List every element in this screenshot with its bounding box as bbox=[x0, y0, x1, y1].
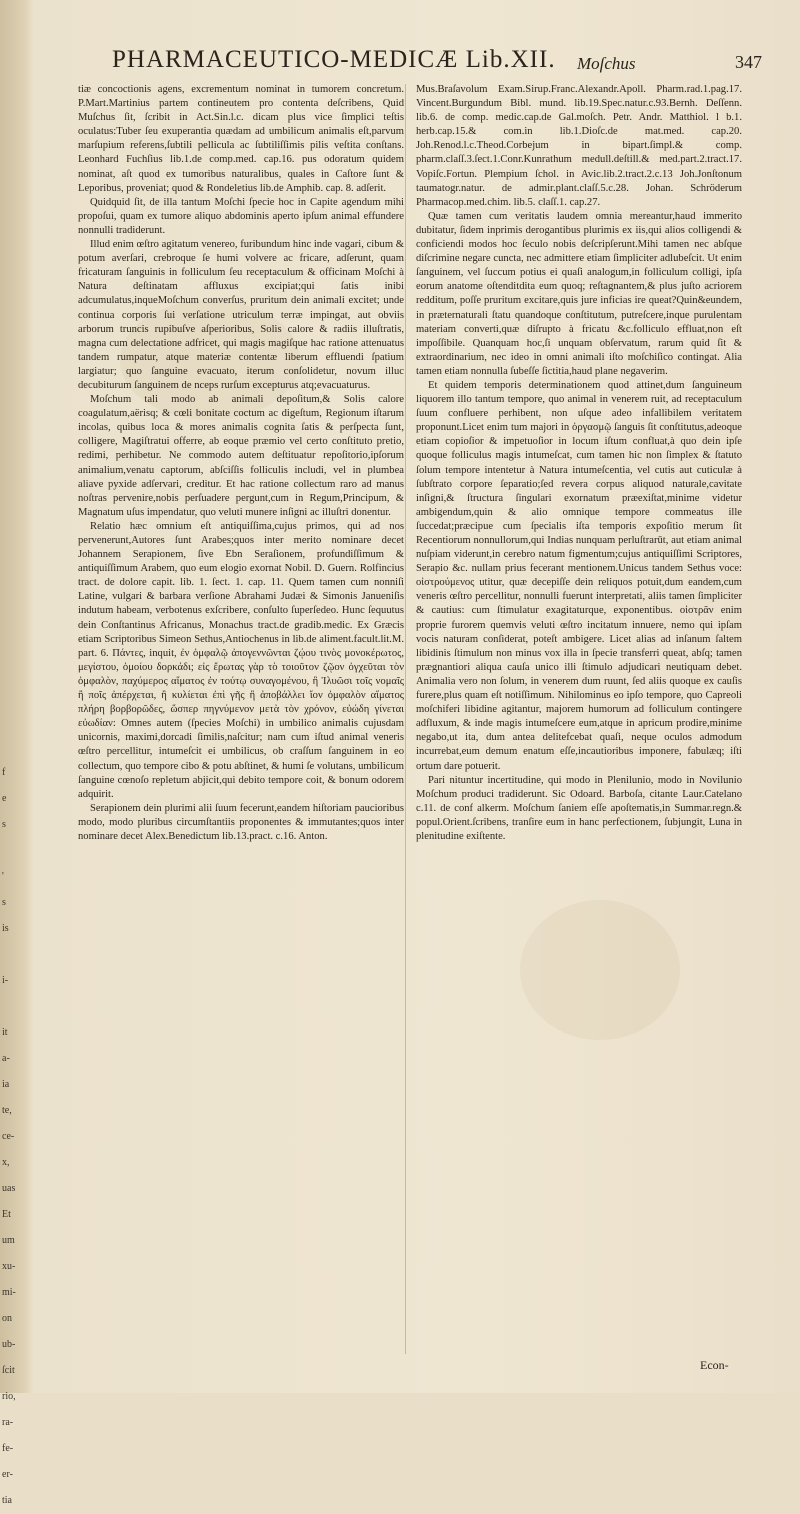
catchword: Econ- bbox=[700, 1358, 729, 1372]
paragraph: Quidquid ſit, de illa tantum Moſchi ſpecie hoc in Capite agendum mihi propoſui, quam ex tumore aliquo abdominis aperto ipſum animal effundere nonnulli tradiderunt. bbox=[78, 196, 404, 236]
margin-note: mi- bbox=[2, 1287, 16, 1298]
margin-note bbox=[2, 838, 26, 864]
margin-note: ia bbox=[2, 1079, 10, 1090]
margin-note: er- bbox=[2, 1469, 13, 1480]
margin-note: ' bbox=[2, 871, 4, 882]
margin-note: rio, bbox=[2, 1391, 16, 1402]
column-divider bbox=[405, 84, 406, 1354]
margin-note: f bbox=[2, 767, 6, 778]
margin-note: on bbox=[2, 1313, 12, 1324]
margin-note bbox=[2, 994, 26, 1020]
running-header bbox=[80, 46, 770, 80]
paragraph: Illud enim œſtro agitatum venereo, furibundum hinc inde vagari, cibum & potum averſari, crebroque ſe humi volvere ac fricare, adſerunt, quam fricaturam ſanguinis in folliculum ſeu receptaculum & officinam Moſchi à Natura deſtinatam affluxus excipiat;qui ſatis inibi adcumulatus,inqueMoſchum converſus, pruritum dein animali excitet; unde continua corporis ſui verſatione utriculum terræ impingat, aut obviis arborum truncis rupibuſve aſperioribus, Solis calore & radiis illuſtratis, magna cum delectatione adfricet, qui magis magiſque hac ratione attenuatus tandem rumpatur, atque materiæ contentæ liberum effluendi ſpatium largiatur; quo ſanguine evacuato, iterum conſolidetur, novum illuc decubiturum ſanguinem de nceps rurſum excepturus atq;evacuaturus. bbox=[78, 239, 404, 391]
margin-note: e bbox=[2, 793, 7, 804]
page-number: 347 bbox=[735, 52, 762, 72]
margin-notes bbox=[2, 760, 26, 1514]
paragraph: Et quidem temporis determinationem quod attinet,dum ſanguineum liquorem illo tantum tempore, quo animal in venerem ruit, ad receptaculum ſuum confluere perhibent, non uſque adeo infallibilem veritatem proponunt.Licet enim tum majori in ὀργασμῷ ſanguis ſit conſtitutus,adeoque etiam copioſior & impetuoſior in locum iſtum confluat,à quo dein ipſe quoque folliculus magis intumeſcat, cum tamen hic non ſimplex & ſtatuto ſolum tempore intentetur à Natura intumeſcentia, vel cutis aut cuticulæ à ſubſtrato corpore ſeparatio;ſed revera corpus aliquod naturale,cavitate inſigni,& ſtructura ſingulari exornatum præexiſtat,minime videtur ambigendum,quin & alio omnique tempore commeatus ille ſuccedat;præcipue cum ſpecialis iſta temporis expoſitio merum ſit Recentiorum nonnullorum,qui Indias nunquam perluſtrarūt, aut etiam animal nuſpiam viderunt,in cerebro natum figmentum;cujus antiquiſſimi Scriptores, Serapio &c. nullam prius fecerant mentionem.Unicus tandem Sethus voce: οἰστρούμενος utitur, quæ decepiſſe dein reliquos potuit,dum eandem,cum veneris œſtro percellitur, nonnulli fuerunt interpretati, aliis tamen ſimpliciter & cautius: cum ſtimulatur exagitaturque, exponentibus. οἰστρᾶν enim proprie furorem quemvis veluti œſtro incitatum innuere, nemo qui ipſam vocis naturam conſiderat, poteſt ambigere. Licet alias ad inſanum ſaltem libidinis ſtimulum non minus vox illa in ſpecie transferri queat, abſq; tamen prægnantiori aliqua cauſa unico illi ſtimulo adjudicari neutiquam debet. Animalia vero non ſolum, in venerem dum ruunt, ſed aliis quoque ex cauſis furere,plus quam eſt notiſſimum. Nihilominus eo ipſo tempore, quo Capreoli moſchiferi libidine agitantur, majorem humorum ad folliculum contingere adfluxum, & inde magis intumeſcere eum,atque in apricum prodire,minime negabo,ut ita, dum antea delitefcebat quaſi, neque oculos admodum incurrebat,eum demum enatum eſſe,incautioribus imponere, fabulæq; iſti ortum dare potuerit. bbox=[416, 379, 742, 772]
margin-note: s bbox=[2, 897, 6, 908]
running-subject: Moſchus bbox=[577, 54, 636, 73]
margin-note: uas bbox=[2, 1183, 16, 1194]
margin-note: s bbox=[2, 819, 6, 830]
paragraph: Pari nituntur incertitudine, qui modo in Plenilunio, modo in Novilunio Moſchum produci tradiderunt. Sic Odoard. Barboſa, citante Laur.Catelano c.11. de conf alkerm. Moſchum ſaniem eſſe apoſtematis,in Summar.regn.& popul.Orient.ſcribens, tranſire eum in hanc perfectionem, ſubjungit, Luna in plenitudine exiſtente. bbox=[416, 774, 742, 842]
margin-note: fe- bbox=[2, 1443, 14, 1454]
margin-note: ſcit bbox=[2, 1365, 15, 1376]
margin-note: ce- bbox=[2, 1131, 15, 1142]
running-title: PHARMACEUTICO-MEDICÆ Lib.XII. bbox=[112, 46, 556, 73]
margin-note: te, bbox=[2, 1105, 12, 1116]
margin-note bbox=[2, 942, 26, 968]
left-column bbox=[78, 83, 404, 1358]
margin-note: um bbox=[2, 1235, 15, 1246]
right-column bbox=[416, 83, 742, 1358]
margin-note: ra- bbox=[2, 1417, 14, 1428]
paragraph: Relatio hæc omnium eſt antiquiſſima,cujus primos, qui ad nos pervenerunt,Autores ſunt Arabes;quos inter merito nominare decet Johannem Serapionem, ſive Ebn Seraſionem, profundiſſimum & antiquiſſimum Arabem, quo eum elogio exornat Nobil. D. Guern. Rolfincius tract. de dolore capit. lib. 1. ſect. 1. cap. 11. Quem tamen cum nonniſi Latine, vulgari & barbara verſione Abrahami Judæi & Simonis Janueniſis indutum habeam, verbotenus exſcribere, conſulto ſuperſedeo. Hunc ſequutus dein Conſtantinus Africanus, Monachus tract.de gradib.medic. Ex Græcis etiam Scriptoribus Simeon Sethus,Antiochenus in lib.de aliment.facult.lit.M. part. 6. Πάντες, inquit, ἐν ὀμφαλῷ ἀπογεννῶνται ζῴου τινὸς μονοκέρωτος, μεγίστου, ὁμοίου δορκάδι; εἰς ἔρωτας γὰρ τὸ τοιοῦτον ζῷον ὀγχεῦται τὸν ὀμφαλὸν, παχύμερος αἵματος ἐν τούτῳ συναγομένου, ἢ Ἰλυῶσι τοῖς νομαῖς ἢ ποῖς ἀπέρχεται, ἢ κυλίεται ἐπὶ γῆς ἢ ἀποβάλλει ἴον ὀμφαλὸν αἵματος πλήρη βορβορῶδες, ὥσπερ πηγνύμενον μετὰ τὸν χρόνον, εὐώδη γίνεται εὐωδίαν: Omnes autem (ſpecies Moſchi) in umbilico animalis cujusdam unicornis, maximi,dorcadi ſimilis,naſcitur; nam cum iſtud animal veneris œſtro percellitur, intumeſcit ei umbilicus, ob craſſum ſanguinem in eo collectum, quo tempore cibo & potu abſtinet, & humi ſe volutans, umbilicum ſanguine cœnoſo repletum abjicit,qui debito tempore coit, & bonum odorem adquirit. bbox=[78, 520, 404, 800]
margin-note: x, bbox=[2, 1157, 10, 1168]
paragraph: Moſchum tali modo ab animali depoſitum,& Solis calore coagulatum,aërisq; & cœli bonitate coctum ac digeſtum, Regionum iſtarum incolas, quibus loca & mores animalis cognita ſatis & perſpecta ſunt, colligere, Magiſtratui offerre, ab eoque præmio vel certo conſtituto pretio, redimi, perhibetur. Ne commodo autem deſtituatur repoſitorio,ipſorum animalium,venatu captorum, abſciſſis folliculis includi, vel in plumbea aliave pyxide adſervari, creditur. Et hac ratione collectum raro ad manus noſtras pervenire,nobis perſuadere pergunt,cum in Regum,Principum, & Magnatum uſus impendatur, quo veluti munere inſigni ac illuſtri donentur. bbox=[78, 394, 404, 518]
margin-note: tia bbox=[2, 1495, 12, 1506]
paragraph: tiæ concoctionis agens, excrementum nominat in tumorem concretum. P.Mart.Martinius partem contineutem pro contenta deſcribens, Quid Muſchus ſit, ſcribit in Act.Sin.l.c. dicam plus vice ſimplici teſtis oculatus:Tuber ſeu exuperantia quædam ad umbilicum animalis eſt,parvum marſupium referens,ſubtili pellicula ac ſubtiliſſimis pilis veſtita conſtans. Leonhard Fuchſius lib.1.de comp.med. cap.16. pus odoratum quidem nominat, aſt quod ex tumoribus naturalibus, quales in Caſtore ſunt & Leporibus, proveniat; quod & Rondeletius lib.de Amphib. cap. 8. adſerit. bbox=[78, 84, 404, 194]
paragraph: Serapionem dein plurimi alii ſuum fecerunt,eandem hiſtoriam paucioribus modo, modo pluribus circumſtantiis proponentes & immutantes;quos inter nominare decet Alex.Benedictum lib.13.pract. c.16. Anton. bbox=[78, 802, 404, 842]
margin-note: a- bbox=[2, 1053, 10, 1064]
margin-note: is bbox=[2, 923, 9, 934]
paragraph: Quæ tamen cum veritatis laudem omnia mereantur,haud immerito dubitatur, ſidem inprimis derogantibus plurimis ex iis,qui alios colligendi & conficiendi modos hoc ſeculo nobis deſcripſerunt.Mihi tamen nec abſque diſcrimine negare cuncta, nec admittere etiam ſimpliciter adlubeſcit. Ut enim ſanguinem, vel ſuccum potius ei quaſi analogum,in folliculum colligi, ipſa eorum anatome oſtenditdita eum quoq; reſtagnantem,& plus juſto acriorem redditum, poſſe pruritum excitare,quis jure inficias ire queat?Quin&eundem, in præternaturali ſtatu quandoque conſtitutum, putreſcere,inque purulentam materiam converti,quæ diſrupto à fricatu &c.folliculo effluat,non eſt impoſſibile. Quanquam hoc,ſi unquam obſervatum, rarum quid ſit & extraordinarium, nec ideo in omni animali iſto moſchiſico contingat. Alia tamen etiam nonnulla ſubeſſe ſictitia,haud plane negaverim. bbox=[416, 210, 742, 377]
margin-note: Et bbox=[2, 1209, 11, 1220]
margin-note: it bbox=[2, 1027, 8, 1038]
left-margin-strip bbox=[0, 0, 34, 1506]
paragraph: Mus.Braſavolum Exam.Sirup.Franc.Alexandr.Apoll. Pharm.rad.1.pag.17. Vincent.Burgundum Bibl. mund. lib.19.Spec.natur.c.93.Bernh. Deſſenn. lib.6. de comp. medic.cap.de Gal.moſch. Petr. Andr. Matthiol. l b.1. herb.cap.15.& com.in lib.1.Dioſc.de mat.med. cap.20. Joh.Renod.l.c.Theod.Corbejum in bipart.ſimpl.& comp. pharm.claſſ.3.ſect.1.Conr.Kunrathum medull.deſtill.& med.part.2.tract.17. Vopiſc.Fortun. Plempium ſchol. in Avic.lib.2.tract.2.c.13 Joh.Jonſtonum taumatogr.natur. de admir.plant.claſſ.5.c.28. Johan. Schröderum Pharmacop.med.chim. lib.5. claſſ.1. cap.27. bbox=[416, 84, 742, 208]
margin-note: xu- bbox=[2, 1261, 16, 1272]
margin-note: i- bbox=[2, 975, 9, 986]
margin-note: ub- bbox=[2, 1339, 16, 1350]
